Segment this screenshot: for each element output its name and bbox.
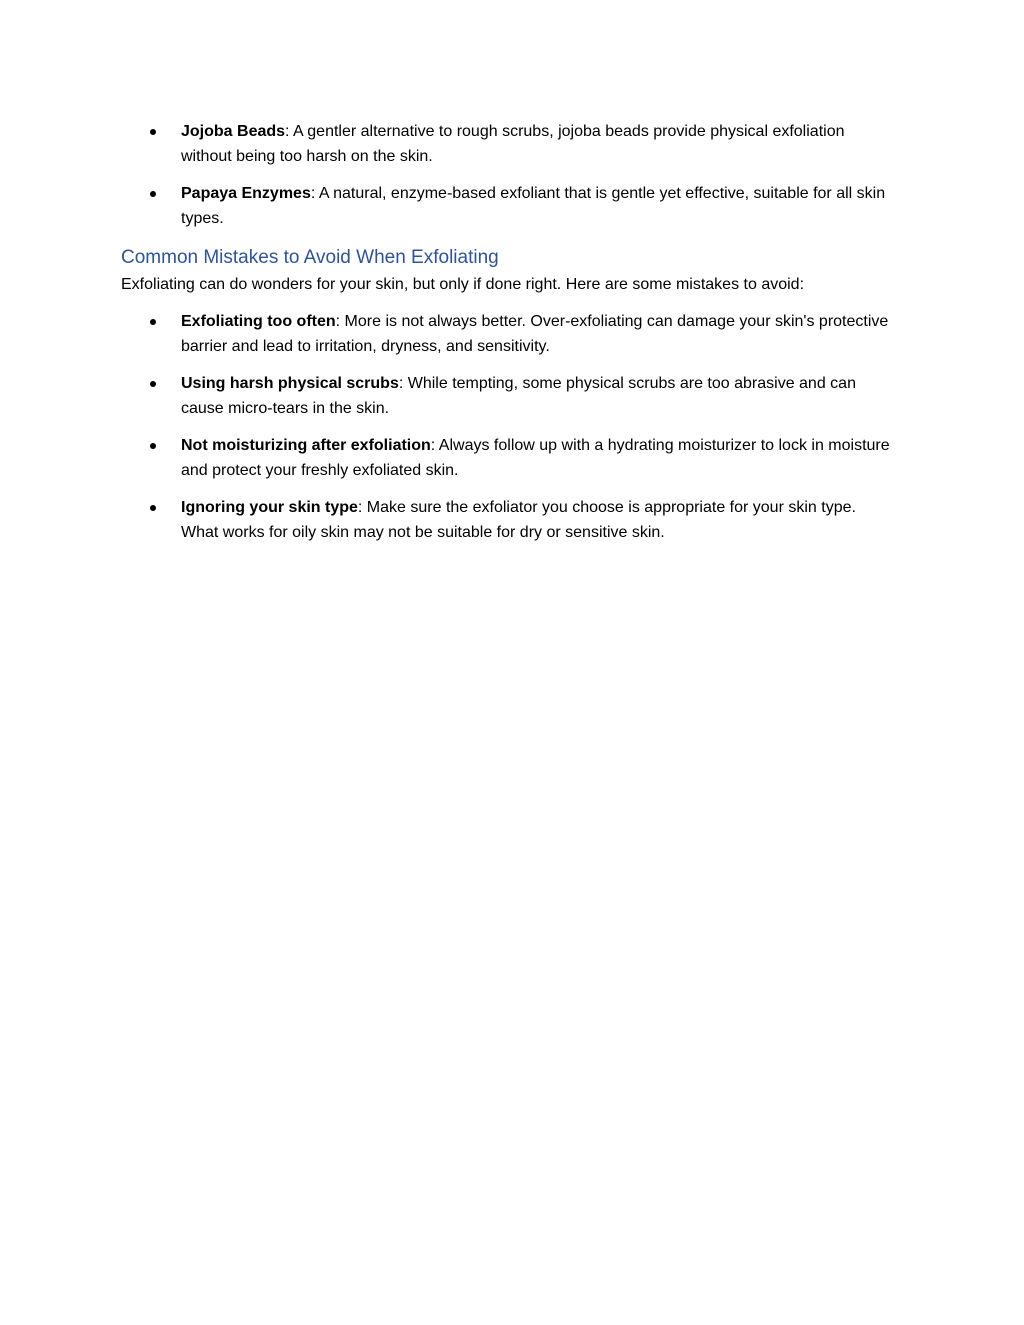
list-item-text: : More is not always better. Over-exfoliating can damage your skin's protective barrier and lead to irritation, dryness, and sensitivity. (181, 313, 889, 355)
bullet-icon (150, 443, 156, 449)
list-item (121, 119, 891, 169)
mistakes-list (121, 309, 891, 545)
list-item-text: : A natural, enzyme-based exfoliant that is gentle yet effective, suitable for all skin types. (181, 185, 886, 227)
list-item-text: : Always follow up with a hydrating moisturizer to lock in moisture and protect your freshly exfoliated skin. (181, 437, 890, 479)
list-item-term: Papaya Enzymes (181, 185, 311, 202)
section-heading: Common Mistakes to Avoid When Exfoliating (121, 247, 499, 268)
list-item (121, 309, 891, 359)
list-item-term: Not moisturizing after exfoliation (181, 437, 431, 454)
bullet-icon (150, 319, 156, 325)
bullet-icon (150, 129, 156, 135)
list-item-text: : Make sure the exfoliator you choose is appropriate for your skin type. What works for oily skin may not be suitable for dry or sensitive skin. (181, 499, 856, 541)
list-item-text: : A gentler alternative to rough scrubs, jojoba beads provide physical exfoliation without being too harsh on the skin. (181, 123, 845, 165)
exfoliant-list (121, 119, 891, 231)
bullet-icon (150, 191, 156, 197)
list-item (121, 181, 891, 231)
section-intro: Exfoliating can do wonders for your skin, but only if done right. Here are some mistakes to avoid: (121, 276, 805, 293)
list-item (121, 495, 891, 545)
list-item-term: Jojoba Beads (181, 123, 286, 140)
list-item-term: Exfoliating too often (181, 313, 336, 330)
page-content (121, 119, 891, 557)
bullet-icon (150, 381, 156, 387)
list-item (121, 433, 891, 483)
bullet-icon (150, 505, 156, 511)
list-item-term: Ignoring your skin type (181, 499, 358, 516)
list-item (121, 371, 891, 421)
list-item-text: : While tempting, some physical scrubs are too abrasive and can cause micro-tears in the skin. (181, 375, 856, 417)
list-item-term: Using harsh physical scrubs (181, 375, 399, 392)
